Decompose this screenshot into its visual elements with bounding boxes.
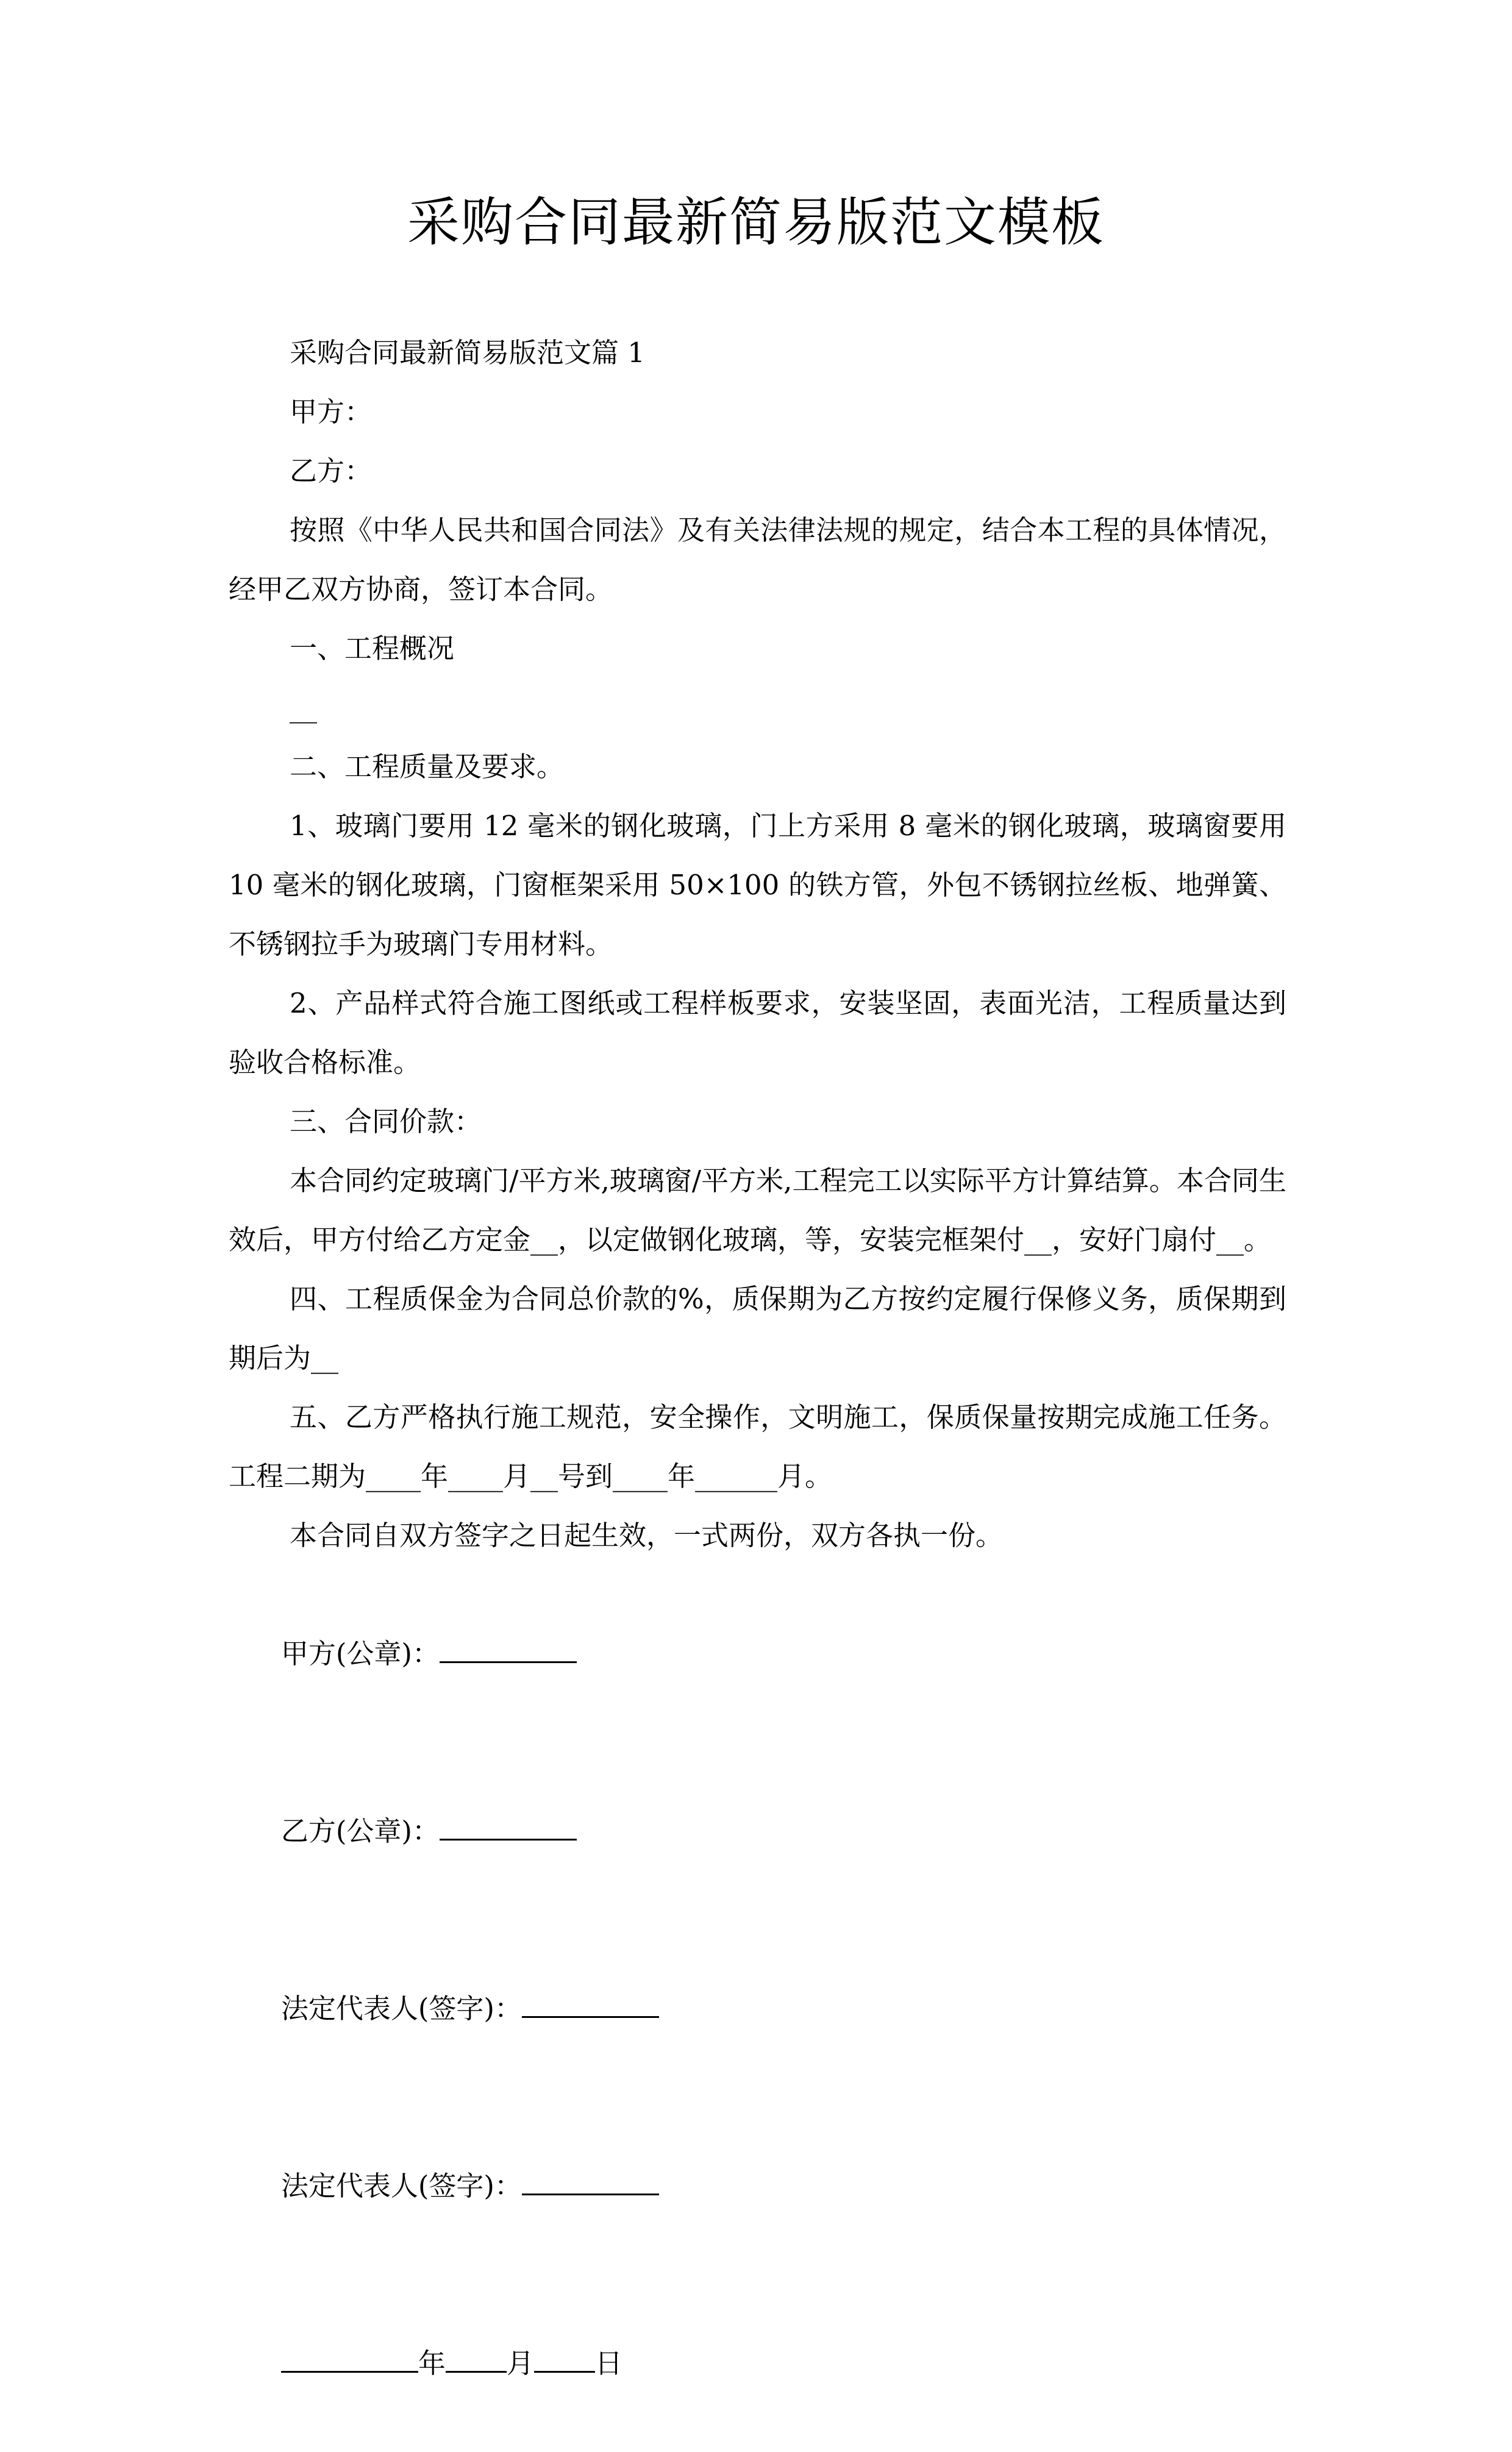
party-a-seal-row xyxy=(229,1565,1286,1742)
intro-paragraph: 按照《中华人民共和国合同法》及有关法律法规的规定，结合本工程的具体情况，经甲乙双方协商，签订本合同。 xyxy=(229,514,1286,605)
party-a-seal-label: 甲方(公章)： xyxy=(280,1638,440,1670)
section-3-body: 本合同约定玻璃门/平方米,玻璃窗/平方米,工程完工以实际平方计算结算。本合同生效后，甲方付给乙方定金__，以定做钢化玻璃，等，安装完框架付__，安好门扇付__。 xyxy=(229,1164,1286,1256)
section-2-heading: 二、工程质量及要求。 xyxy=(290,750,565,783)
section-3-heading: 三、合同价款： xyxy=(290,1105,482,1138)
section-5: 五、乙方严格执行施工规范，安全操作，文明施工，保质保量按期完成施工任务。工程二期为____年____月__号到____年______月。 xyxy=(229,1401,1286,1492)
section-1-blank: __ xyxy=(290,691,317,724)
subtitle: 采购合同最新简易版范文篇 1 xyxy=(290,337,645,369)
rep-b-signature-label: 法定代表人(签字)： xyxy=(280,2170,522,2202)
date-row xyxy=(229,2275,1286,2452)
rep-b-signature-row xyxy=(229,2097,1286,2275)
date-day-field[interactable] xyxy=(534,2347,595,2373)
document-body xyxy=(229,323,1296,2452)
effective-clause: 本合同自双方签字之日起生效，一式两份，双方各执一份。 xyxy=(290,1519,1004,1552)
date-year-label: 年 xyxy=(418,2347,446,2379)
rep-a-signature-field[interactable] xyxy=(522,1992,659,2019)
party-b-seal-row xyxy=(229,1742,1286,1920)
party-b-line: 乙方： xyxy=(290,455,373,487)
date-year-field[interactable] xyxy=(281,2347,418,2373)
party-b-seal-label: 乙方(公章)： xyxy=(280,1815,440,1847)
section-1-heading: 一、工程概况 xyxy=(290,632,455,665)
section-2-item-1: 1、玻璃门要用 12 毫米的钢化玻璃，门上方采用 8 毫米的钢化玻璃，玻璃窗要用 10 毫米的钢化玻璃，门窗框架采用 50×100 的铁方管，外包不锈钢拉丝板、地弹簧、不锈钢拉手为玻璃门专用材料。 xyxy=(229,810,1296,960)
date-month-field[interactable] xyxy=(446,2347,507,2373)
section-4: 四、工程质保金为合同总价款的%，质保期为乙方按约定履行保修义务，质保期到期后为__ xyxy=(229,1283,1286,1374)
date-day-label: 日 xyxy=(594,2347,622,2379)
rep-a-signature-row xyxy=(229,1920,1286,2097)
party-a-seal-field[interactable] xyxy=(440,1637,577,1664)
party-a-line: 甲方： xyxy=(290,396,373,428)
rep-a-signature-label: 法定代表人(签字)： xyxy=(280,1992,522,2025)
document-title: 采购合同最新简易版范文模板 xyxy=(407,192,1105,253)
date-month-label: 月 xyxy=(506,2347,534,2379)
rep-b-signature-field[interactable] xyxy=(522,2169,659,2196)
party-b-seal-field[interactable] xyxy=(440,1814,577,1841)
section-2-item-2: 2、产品样式符合施工图纸或工程样板要求，安装坚固，表面光洁，工程质量达到验收合格标准。 xyxy=(229,987,1286,1078)
